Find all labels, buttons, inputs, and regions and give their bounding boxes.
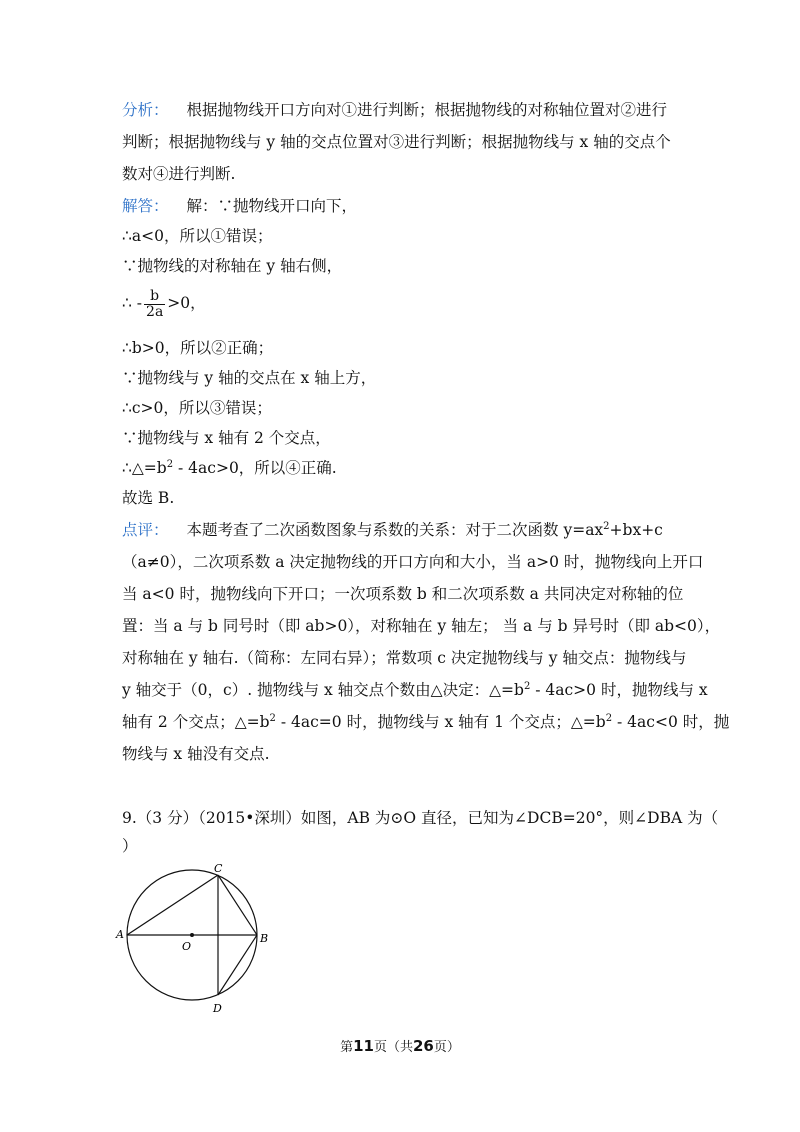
comment-1-a: 本题考查了二次函数图象与系数的关系：对于二次函数 y=ax — [186, 521, 604, 539]
chord-bd — [218, 935, 257, 995]
footer-suffix: 页） — [433, 1040, 460, 1055]
comment-7-a: 轴有 2 个交点；△=b — [122, 713, 270, 731]
answer-9-a: ∴△=b — [122, 459, 167, 477]
comment-6-sup: 2 — [523, 680, 531, 692]
answer-line-8: ∵抛物线与 x 轴有 2 个交点， — [122, 429, 331, 447]
answer-line-9 — [122, 458, 337, 478]
label-b: B — [260, 932, 269, 945]
comment-line-3: 当 a<0 时，抛物线向下开口；一次项系数 b 和二次项系数 a 共同决定对称轴的位 — [122, 585, 684, 603]
answer-text-1: 解：∵抛物线开口向下， — [186, 197, 358, 215]
answer-line-2: ∴a<0，所以①错误； — [122, 227, 273, 245]
comment-6-b: - 4ac>0 时，抛物线与 x — [530, 681, 708, 699]
footer-middle: 页（共 — [373, 1040, 413, 1055]
fraction-numerator: b — [144, 289, 165, 305]
analysis-line-1 — [122, 100, 667, 120]
answer-line-5: ∴b>0，所以②正确； — [122, 339, 274, 357]
comment-6-a: y 轴交于（0，c）. 抛物线与 x 轴交点个数由△决定：△=b — [122, 681, 524, 699]
label-c: C — [214, 862, 223, 875]
comment-line-7 — [122, 712, 729, 732]
analysis-line-2: 判断；根据抛物线与 y 轴的交点位置对③进行判断；根据抛物线与 x 轴的交点个 — [122, 133, 671, 151]
chord-cb — [218, 875, 257, 935]
answer-line-1 — [122, 196, 357, 216]
footer-prefix: 第 — [340, 1040, 354, 1055]
comment-7-sup-2: 2 — [605, 712, 613, 724]
question-line-1: 9.（3 分）（2015•深圳）如图，AB 为⊙O 直径，已知为∠DCB=20°，则∠DBA 为（ — [122, 809, 719, 827]
center-point — [190, 933, 194, 937]
comment-7-b: - 4ac=0 时，抛物线与 x 轴有 1 个交点；△=b — [275, 713, 606, 731]
comment-line-6 — [122, 680, 708, 700]
comment-line-8: 物线与 x 轴没有交点. — [122, 745, 270, 763]
answer-line-3: ∵抛物线的对称轴在 y 轴右侧， — [122, 257, 343, 275]
answer-9-sup: 2 — [166, 458, 174, 470]
label-a: A — [116, 928, 124, 941]
comment-label: 点评： — [122, 521, 169, 539]
answer-line-6: ∵抛物线与 y 轴的交点在 x 轴上方， — [122, 369, 377, 387]
footer-page-number: 11 — [353, 1037, 374, 1055]
comment-line-4: 置：当 a 与 b 同号时（即 ab>0），对称轴在 y 轴左； 当 a 与 b 异号时（即 ab<0）， — [122, 617, 721, 635]
answer-4-suffix: >0， — [167, 294, 206, 312]
analysis-line-3: 数对④进行判断. — [122, 165, 236, 183]
answer-line-4 — [122, 288, 206, 320]
page-footer — [0, 1036, 800, 1055]
chord-ac — [127, 875, 218, 935]
label-d: D — [213, 1002, 222, 1015]
comment-line-5: 对称轴在 y 轴右.（简称：左同右异）；常数项 c 决定抛物线与 y 轴交点：抛物线与 — [122, 649, 687, 667]
answer-4-prefix: ∴ - — [122, 294, 143, 312]
circle-geometry-figure — [112, 860, 282, 1020]
analysis-text-1: 根据抛物线开口方向对①进行判断；根据抛物线的对称轴位置对②进行 — [186, 101, 668, 119]
answer-line-10: 故选 B. — [122, 489, 175, 507]
label-o: O — [182, 940, 192, 953]
comment-line-1 — [122, 520, 663, 540]
comment-7-sup-1: 2 — [269, 712, 276, 724]
comment-line-2: （a≠0），二次项系数 a 决定抛物线的开口方向和大小，当 a>0 时，抛物线向上开口 — [122, 553, 704, 571]
fraction-denominator: 2a — [146, 303, 164, 320]
analysis-label: 分析： — [122, 101, 169, 119]
footer-total-pages: 26 — [413, 1037, 434, 1055]
question-line-2: ） — [122, 837, 138, 855]
comment-1-sup: 2 — [603, 520, 610, 532]
answer-line-7: ∴c>0，所以③错误； — [122, 399, 272, 417]
comment-1-b: +bx+c — [609, 521, 663, 539]
answer-label: 解答： — [122, 197, 169, 215]
comment-7-c: - 4ac<0 时，抛 — [612, 713, 730, 731]
answer-9-b: - 4ac>0，所以④正确. — [173, 459, 337, 477]
fraction-b-over-2a — [144, 289, 165, 320]
